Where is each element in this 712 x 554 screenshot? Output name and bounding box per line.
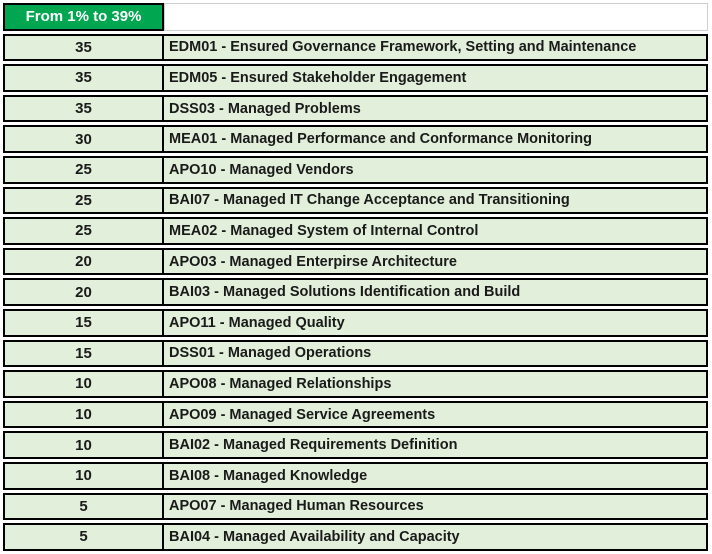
- process-name-cell: MEA01 - Managed Performance and Conformance Monitoring: [162, 125, 708, 153]
- table-row: [3, 370, 708, 398]
- table-row: [3, 217, 708, 245]
- capability-value-cell: 25: [3, 156, 164, 184]
- capability-value-cell: 15: [3, 340, 164, 368]
- process-name-cell: APO07 - Managed Human Resources: [162, 493, 708, 521]
- table-row: [3, 248, 708, 276]
- process-name-cell: BAI08 - Managed Knowledge: [162, 462, 708, 490]
- process-name-cell: EDM01 - Ensured Governance Framework, Setting and Maintenance: [162, 34, 708, 62]
- range-header-cell: From 1% to 39%: [3, 3, 164, 31]
- capability-value-cell: 35: [3, 64, 164, 92]
- table-row: [3, 340, 708, 368]
- table-row: [3, 523, 708, 551]
- capability-value-cell: 10: [3, 431, 164, 459]
- process-name-cell: MEA02 - Managed System of Internal Control: [162, 217, 708, 245]
- empty-header-cell: [164, 3, 708, 31]
- table-row: [3, 187, 708, 215]
- table-row: [3, 401, 708, 429]
- table-row: [3, 493, 708, 521]
- process-name-cell: APO11 - Managed Quality: [162, 309, 708, 337]
- table-row: [3, 34, 708, 62]
- process-name-cell: BAI07 - Managed IT Change Acceptance and Transitioning: [162, 187, 708, 215]
- table-row: [3, 278, 708, 306]
- process-name-cell: DSS03 - Managed Problems: [162, 95, 708, 123]
- process-name-cell: APO09 - Managed Service Agreements: [162, 401, 708, 429]
- process-name-cell: EDM05 - Ensured Stakeholder Engagement: [162, 64, 708, 92]
- capability-value-cell: 35: [3, 95, 164, 123]
- table-row: [3, 156, 708, 184]
- process-name-cell: APO10 - Managed Vendors: [162, 156, 708, 184]
- process-name-cell: APO08 - Managed Relationships: [162, 370, 708, 398]
- process-name-cell: BAI03 - Managed Solutions Identification and Build: [162, 278, 708, 306]
- capability-value-cell: 25: [3, 217, 164, 245]
- capability-value-cell: 10: [3, 401, 164, 429]
- capability-value-cell: 20: [3, 278, 164, 306]
- table-row: [3, 309, 708, 337]
- table-row: [3, 431, 708, 459]
- capability-value-cell: 5: [3, 523, 164, 551]
- process-name-cell: BAI04 - Managed Availability and Capacity: [162, 523, 708, 551]
- capability-value-cell: 10: [3, 462, 164, 490]
- capability-value-cell: 15: [3, 309, 164, 337]
- capability-value-cell: 25: [3, 187, 164, 215]
- capability-value-cell: 35: [3, 34, 164, 62]
- capability-value-cell: 20: [3, 248, 164, 276]
- process-name-cell: APO03 - Managed Enterpirse Architecture: [162, 248, 708, 276]
- capability-value-cell: 10: [3, 370, 164, 398]
- table-row: [3, 64, 708, 92]
- capability-value-cell: 5: [3, 493, 164, 521]
- table-row: [3, 95, 708, 123]
- process-name-cell: DSS01 - Managed Operations: [162, 340, 708, 368]
- capability-value-cell: 30: [3, 125, 164, 153]
- table-row: [3, 125, 708, 153]
- table-row: [3, 462, 708, 490]
- table-header-row: [3, 3, 708, 31]
- process-name-cell: BAI02 - Managed Requirements Definition: [162, 431, 708, 459]
